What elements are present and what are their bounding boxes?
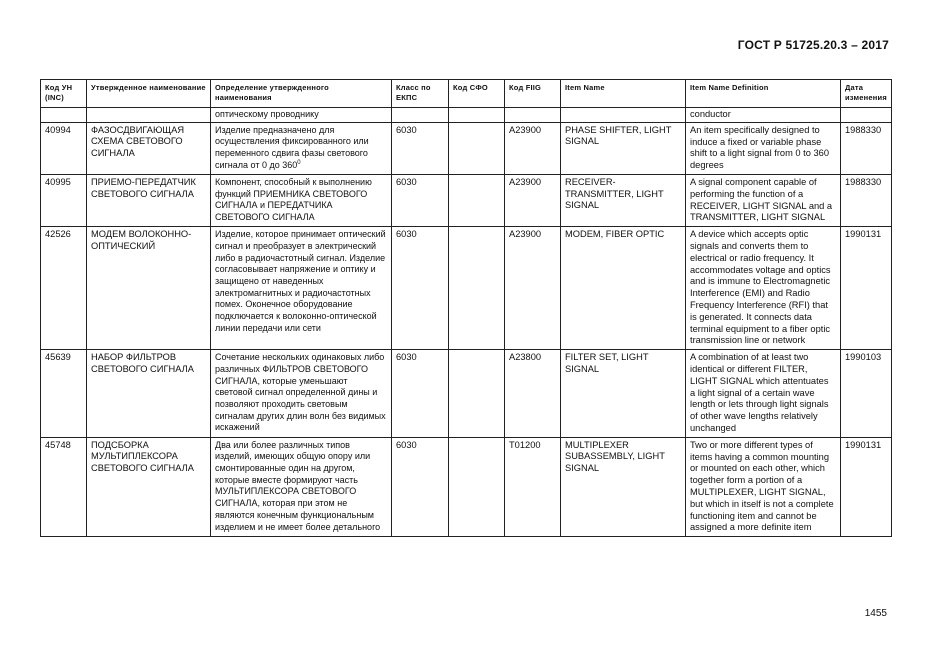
cell-definition-en: Two or more different types of items having a common mounting or mounted on each other, which together form a portion of a MULTIPLEXER, LIGHT SIGNAL, but which in itself is not a complete functioning item and cannot be assigned a more definite item (686, 437, 841, 536)
col-header-ekps: Класс по ЕКПС (392, 80, 449, 108)
cell-name-ru: МОДЕМ ВОЛОКОННО-ОПТИЧЕСКИЙ (87, 227, 211, 350)
cell-definition-ru: оптическому проводнику (211, 108, 392, 123)
cell-fiig: A23900 (505, 122, 561, 174)
cell-name-ru: ПРИЕМО-ПЕРЕДАТЧИК СВЕТОВОГО СИГНАЛА (87, 174, 211, 226)
item-names-table (40, 79, 892, 537)
cell-ekps: 6030 (392, 174, 449, 226)
cell-sfo (449, 437, 505, 536)
cell-ekps (392, 108, 449, 123)
cell-name-ru (87, 108, 211, 123)
cell-name-ru: НАБОР ФИЛЬТРОВ СВЕТОВОГО СИГНАЛА (87, 350, 211, 438)
degree-superscript: 0 (297, 159, 301, 166)
col-header-name-ru: Утвержденное наименование (87, 80, 211, 108)
cell-name-ru: ПОДСБОРКА МУЛЬТИПЛЕКСОРА СВЕТОВОГО СИГНАЛА (87, 437, 211, 536)
col-header-definition-en: Item Name Definition (686, 80, 841, 108)
cell-inc (41, 108, 87, 123)
cell-ekps: 6030 (392, 227, 449, 350)
cell-definition-ru: Сочетание нескольких одинаковых либо различных ФИЛЬТРОВ СВЕТОВОГО СИГНАЛА, которые уменьшают световой сигнал определенной дины и позволяют проходить световым сигналам других длин волн без видимых искажений (211, 350, 392, 438)
table-row (41, 122, 892, 174)
document-header: ГОСТ Р 51725.20.3 – 2017 (737, 38, 889, 52)
cell-date: 1988330 (841, 174, 892, 226)
cell-sfo (449, 108, 505, 123)
table-row (41, 437, 892, 536)
cell-definition-en: A device which accepts optic signals and converts them to electrical or radio frequency. It accommodates voltage and optics and is immune to Electromagnetic Interference (EMI) and Radio Frequency Interference (RFI) that is generated. It connects data terminal equipment to a fiber optic transmission line or network (686, 227, 841, 350)
cell-definition-en: An item specifically designed to induce a fixed or variable phase shift to a light signal from 0 to 360 degrees (686, 122, 841, 174)
table-header-row (41, 80, 892, 108)
cell-date (841, 108, 892, 123)
col-header-date: Дата изменения (841, 80, 892, 108)
cell-fiig (505, 108, 561, 123)
col-header-definition-ru: Определение утвержденного наименования (211, 80, 392, 108)
col-header-fiig: Код FIIG (505, 80, 561, 108)
cell-ekps: 6030 (392, 437, 449, 536)
cell-fiig: A23800 (505, 350, 561, 438)
cell-definition-ru: Компонент, способный к выполнению функций ПРИЕМНИКА СВЕТОВОГО СИГНАЛА и ПЕРЕДАТЧИКА СВЕТОВОГО СИГНАЛА (211, 174, 392, 226)
continuation-row (41, 108, 892, 123)
cell-definition-ru: Изделие, которое принимает оптический сигнал и преобразует в электрический либо в радиочастотный сигнал. Изделие согласовывает напряжение и оптику и защищено от наведенных электромагнитных и радиочастотных помех. Оконечное оборудование подключается к волоконно-оптической линии передачи или сети (211, 227, 392, 350)
table-row (41, 174, 892, 226)
cell-inc: 42526 (41, 227, 87, 350)
col-header-sfo: Код СФО (449, 80, 505, 108)
cell-inc: 40994 (41, 122, 87, 174)
cell-definition-ru (211, 122, 392, 174)
cell-ekps: 6030 (392, 350, 449, 438)
table-row (41, 227, 892, 350)
cell-ekps: 6030 (392, 122, 449, 174)
cell-item-name (561, 108, 686, 123)
cell-date: 1990103 (841, 350, 892, 438)
cell-inc: 40995 (41, 174, 87, 226)
cell-fiig: A23900 (505, 174, 561, 226)
definition-text: Изделие предназначено для осуществления фиксированного или переменного сдвига фазы светового сигнала от 0 до 360 (215, 124, 369, 170)
cell-sfo (449, 122, 505, 174)
cell-fiig: A23900 (505, 227, 561, 350)
cell-item-name: RECEIVER-TRANSMITTER, LIGHT SIGNAL (561, 174, 686, 226)
cell-inc: 45639 (41, 350, 87, 438)
cell-item-name: MODEM, FIBER OPTIC (561, 227, 686, 350)
cell-name-ru: ФАЗОСДВИГАЮЩАЯ СХЕМА СВЕТОВОГО СИГНАЛА (87, 122, 211, 174)
cell-definition-en: A combination of at least two identical or different FILTER, LIGHT SIGNAL which attentuates a light signal of a certain wave length or lets through light signals of other wave lengths relatively unchanged (686, 350, 841, 438)
cell-item-name: PHASE SHIFTER, LIGHT SIGNAL (561, 122, 686, 174)
cell-date: 1990131 (841, 437, 892, 536)
col-header-item-name: Item Name (561, 80, 686, 108)
cell-definition-en: A signal component capable of performing the function of a RECEIVER, LIGHT SIGNAL and a TRANSMITTER, LIGHT SIGNAL (686, 174, 841, 226)
col-header-inc: Код УН (INC) (41, 80, 87, 108)
cell-sfo (449, 174, 505, 226)
cell-item-name: MULTIPLEXER SUBASSEMBLY, LIGHT SIGNAL (561, 437, 686, 536)
cell-sfo (449, 227, 505, 350)
cell-date: 1990131 (841, 227, 892, 350)
cell-item-name: FILTER SET, LIGHT SIGNAL (561, 350, 686, 438)
table-row (41, 350, 892, 438)
cell-inc: 45748 (41, 437, 87, 536)
cell-sfo (449, 350, 505, 438)
cell-fiig: T01200 (505, 437, 561, 536)
cell-date: 1988330 (841, 122, 892, 174)
cell-definition-ru: Два или более различных типов изделий, имеющих общую опору или смонтированные один на другом, которые вместе формируют часть МУЛЬТИПЛЕКСОРА СВЕТОВОГО СИГНАЛА, которая при этом не являются конечным функциональным изделием и не имеет более детального (211, 437, 392, 536)
cell-definition-en: conductor (686, 108, 841, 123)
page-number: 1455 (864, 608, 887, 619)
